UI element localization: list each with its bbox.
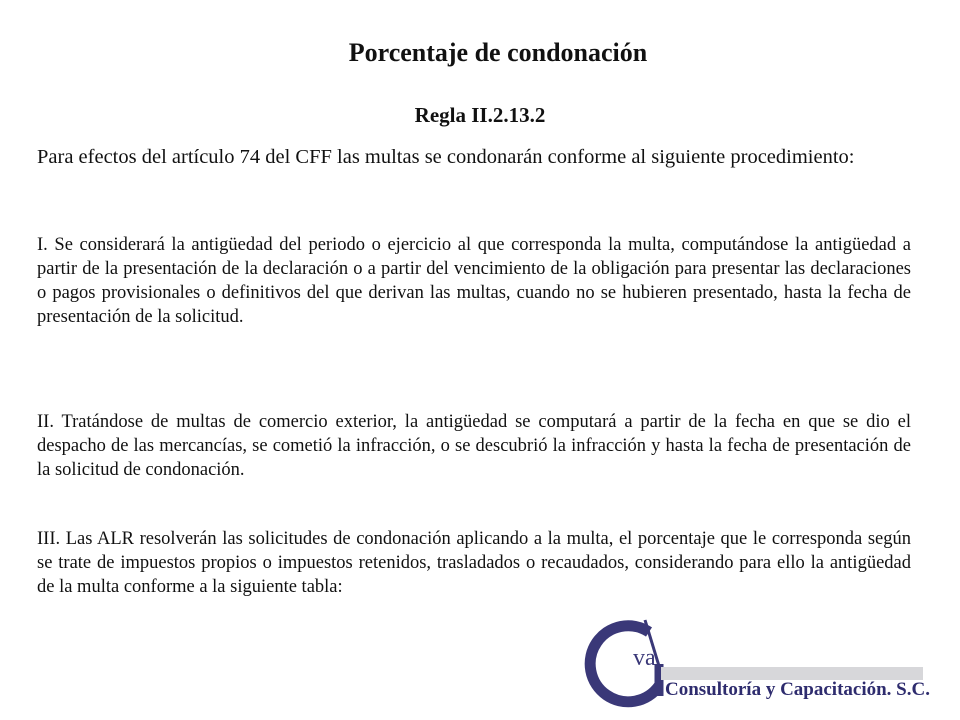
intro-paragraph: Para efectos del artículo 74 del CFF las multas se condonarán conforme al siguiente procedimiento: [37,146,855,168]
logo-company-name: Consultoría y Capacitación. S.C. [665,679,930,700]
page-title: Porcentaje de condonación [348,38,648,67]
company-logo [583,614,928,714]
rule-subtitle: Regla II.2.13.2 [414,103,546,127]
paragraph-iii: III. Las ALR resolverán las solicitudes de condonación aplicando a la multa, el porcentaje que le corresponda según se trate de impuestos propios o impuestos retenidos, trasladados o recaudados, considerando para ello la antigüedad de la multa conforme a la siguiente tabla: [37,529,911,597]
logo-mark-text: va [633,645,656,671]
paragraph-ii: II. Tratándose de multas de comercio exterior, la antigüedad se computará a partir de la fecha en que se dio el despacho de las mercancías, se cometió la infracción, o se descubrió la infracción y hasta la fecha de presentación de la solicitud de condonación. [37,412,911,480]
paragraph-i: I. Se considerará la antigüedad del periodo o ejercicio al que corresponda la multa, computándose la antigüedad a partir de la presentación de la declaración o a partir del vencimiento de la obligación para presentar las declaraciones o pagos provisionales o definitivos del que derivan las multas, cuando no se hubieren presentado, hasta la fecha de presentación de la solicitud. [37,235,911,327]
